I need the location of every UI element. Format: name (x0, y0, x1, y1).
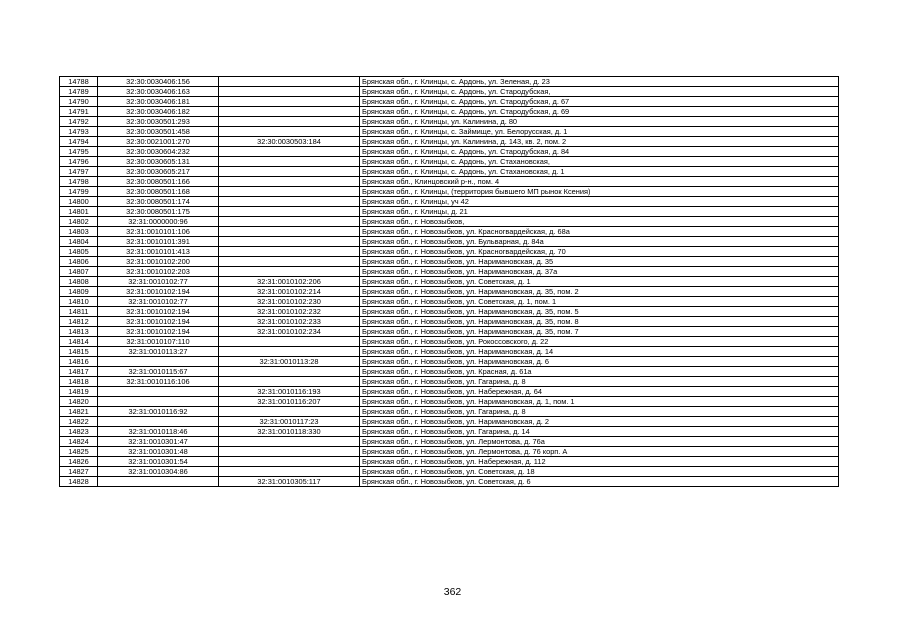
related-cadastral-number-cell (219, 267, 360, 277)
address-cell: Брянская обл., г. Клинцы, с. Ардонь, ул. Стародубская, (360, 87, 839, 97)
row-number-cell: 14809 (60, 287, 98, 297)
table-row (60, 337, 839, 347)
row-number-cell: 14795 (60, 147, 98, 157)
table-row (60, 227, 839, 237)
row-number-cell: 14817 (60, 367, 98, 377)
row-number-cell: 14798 (60, 177, 98, 187)
table-row (60, 317, 839, 327)
table-row (60, 107, 839, 117)
cadastral-number-cell: 32:31:0010118:46 (98, 427, 219, 437)
table-row (60, 367, 839, 377)
row-number-cell: 14807 (60, 267, 98, 277)
address-cell: Брянская обл., г. Новозыбков, ул. Советская, д. 1, пом. 1 (360, 297, 839, 307)
address-cell: Брянская обл., г. Новозыбков, ул. Наримановская, д. 35, пом. 2 (360, 287, 839, 297)
cadastral-number-cell: 32:31:0010102:194 (98, 327, 219, 337)
related-cadastral-number-cell (219, 247, 360, 257)
table-row (60, 257, 839, 267)
related-cadastral-number-cell (219, 407, 360, 417)
related-cadastral-number-cell (219, 117, 360, 127)
address-cell: Брянская обл., г. Клинцы, с. Ардонь, ул. Стародубская, д. 67 (360, 97, 839, 107)
table-row (60, 297, 839, 307)
address-cell: Брянская обл., г. Новозыбков, ул. Наримановская, д. 14 (360, 347, 839, 357)
related-cadastral-number-cell (219, 337, 360, 347)
related-cadastral-number-cell (219, 257, 360, 267)
cadastral-number-cell: 32:31:0010116:106 (98, 377, 219, 387)
cadastral-number-cell (98, 477, 219, 487)
cadastral-number-cell: 32:30:0030605:131 (98, 157, 219, 167)
row-number-cell: 14822 (60, 417, 98, 427)
cadastral-number-cell: 32:31:0010102:194 (98, 307, 219, 317)
related-cadastral-number-cell (219, 177, 360, 187)
related-cadastral-number-cell: 32:31:0010116:193 (219, 387, 360, 397)
cadastral-number-cell (98, 387, 219, 397)
table-row (60, 287, 839, 297)
property-registry-table (59, 76, 839, 487)
row-number-cell: 14821 (60, 407, 98, 417)
table-row (60, 117, 839, 127)
row-number-cell: 14790 (60, 97, 98, 107)
address-cell: Брянская обл., г. Новозыбков, ул. Бульварная, д. 84а (360, 237, 839, 247)
related-cadastral-number-cell (219, 87, 360, 97)
related-cadastral-number-cell (219, 467, 360, 477)
related-cadastral-number-cell (219, 207, 360, 217)
related-cadastral-number-cell: 32:31:0010102:230 (219, 297, 360, 307)
address-cell: Брянская обл., г. Клинцы, уч 42 (360, 197, 839, 207)
row-number-cell: 14789 (60, 87, 98, 97)
table-row (60, 217, 839, 227)
address-cell: Брянская обл., Клинцовский р-н., пом. 4 (360, 177, 839, 187)
table-row (60, 437, 839, 447)
table-row (60, 197, 839, 207)
cadastral-number-cell (98, 397, 219, 407)
related-cadastral-number-cell (219, 447, 360, 457)
related-cadastral-number-cell (219, 127, 360, 137)
address-cell: Брянская обл., г. Новозыбков, ул. Наримановская, д. 6 (360, 357, 839, 367)
cadastral-number-cell: 32:31:0010101:413 (98, 247, 219, 257)
cadastral-number-cell: 32:30:0030501:458 (98, 127, 219, 137)
cadastral-number-cell: 32:31:0010115:67 (98, 367, 219, 377)
page-number: 362 (443, 586, 462, 598)
row-number-cell: 14802 (60, 217, 98, 227)
table-row (60, 247, 839, 257)
related-cadastral-number-cell: 32:31:0010102:233 (219, 317, 360, 327)
row-number-cell: 14808 (60, 277, 98, 287)
table-row (60, 357, 839, 367)
cadastral-number-cell: 32:30:0030406:181 (98, 97, 219, 107)
row-number-cell: 14796 (60, 157, 98, 167)
cadastral-number-cell: 32:31:0010102:203 (98, 267, 219, 277)
address-cell: Брянская обл., г. Новозыбков, ул. Советская, д. 18 (360, 467, 839, 477)
cadastral-number-cell: 32:31:0010304:86 (98, 467, 219, 477)
row-number-cell: 14815 (60, 347, 98, 357)
related-cadastral-number-cell: 32:31:0010102:206 (219, 277, 360, 287)
cadastral-number-cell: 32:30:0030604:232 (98, 147, 219, 157)
address-cell: Брянская обл., г. Новозыбков, ул. Набережная, д. 112 (360, 457, 839, 467)
address-cell: Брянская обл., г. Новозыбков, ул. Рокоссовского, д. 22 (360, 337, 839, 347)
cadastral-number-cell: 32:31:0010113:27 (98, 347, 219, 357)
table-row (60, 187, 839, 197)
row-number-cell: 14806 (60, 257, 98, 267)
address-cell: Брянская обл., г. Новозыбков, ул. Советская, д. 1 (360, 277, 839, 287)
address-cell: Брянская обл., г. Клинцы, ул. Калинина, д. 143, кв. 2, пом. 2 (360, 137, 839, 147)
row-number-cell: 14810 (60, 297, 98, 307)
row-number-cell: 14794 (60, 137, 98, 147)
table-row (60, 377, 839, 387)
address-cell: Брянская обл., г. Новозыбков, ул. Красная, д. 61а (360, 367, 839, 377)
cadastral-number-cell: 32:31:0010102:77 (98, 297, 219, 307)
related-cadastral-number-cell (219, 77, 360, 87)
cadastral-number-cell: 32:31:0010301:48 (98, 447, 219, 457)
cadastral-number-cell: 32:31:0010101:391 (98, 237, 219, 247)
related-cadastral-number-cell: 32:30:0030503:184 (219, 137, 360, 147)
related-cadastral-number-cell: 32:31:0010113:28 (219, 357, 360, 367)
cadastral-number-cell: 32:30:0021001:270 (98, 137, 219, 147)
table-row (60, 307, 839, 317)
cadastral-number-cell: 32:31:0010107:110 (98, 337, 219, 347)
cadastral-number-cell (98, 357, 219, 367)
row-number-cell: 14826 (60, 457, 98, 467)
row-number-cell: 14818 (60, 377, 98, 387)
address-cell: Брянская обл., г. Новозыбков, ул. Наримановская, д. 37а (360, 267, 839, 277)
cadastral-number-cell: 32:31:0010301:47 (98, 437, 219, 447)
cadastral-number-cell: 32:30:0030605:217 (98, 167, 219, 177)
table-row (60, 417, 839, 427)
address-cell: Брянская обл., г. Клинцы, ул. Калинина, д. 80 (360, 117, 839, 127)
cadastral-number-cell: 32:30:0080501:174 (98, 197, 219, 207)
row-number-cell: 14828 (60, 477, 98, 487)
cadastral-number-cell: 32:31:0010102:194 (98, 317, 219, 327)
related-cadastral-number-cell: 32:31:0010116:207 (219, 397, 360, 407)
address-cell: Брянская обл., г. Новозыбков, ул. Наримановская, д. 35, пом. 8 (360, 317, 839, 327)
related-cadastral-number-cell (219, 237, 360, 247)
address-cell: Брянская обл., г. Новозыбков, ул. Лермонтова, д. 76а (360, 437, 839, 447)
table-row (60, 407, 839, 417)
row-number-cell: 14800 (60, 197, 98, 207)
address-cell: Брянская обл., г. Клинцы, д. 21 (360, 207, 839, 217)
table-row (60, 387, 839, 397)
table-row (60, 167, 839, 177)
row-number-cell: 14825 (60, 447, 98, 457)
related-cadastral-number-cell (219, 167, 360, 177)
related-cadastral-number-cell: 32:31:0010102:214 (219, 287, 360, 297)
row-number-cell: 14797 (60, 167, 98, 177)
row-number-cell: 14814 (60, 337, 98, 347)
address-cell: Брянская обл., г. Новозыбков, ул. Гагарина, д. 8 (360, 407, 839, 417)
address-cell: Брянская обл., г. Новозыбков, ул. Наримановская, д. 1, пом. 1 (360, 397, 839, 407)
cadastral-number-cell: 32:31:0010102:200 (98, 257, 219, 267)
address-cell: Брянская обл., г. Клинцы, с. Ардонь, ул. Стародубская, д. 84 (360, 147, 839, 157)
table-row (60, 97, 839, 107)
row-number-cell: 14820 (60, 397, 98, 407)
related-cadastral-number-cell (219, 437, 360, 447)
table-row (60, 457, 839, 467)
table-row (60, 347, 839, 357)
address-cell: Брянская обл., г. Новозыбков, (360, 217, 839, 227)
address-cell: Брянская обл., г. Новозыбков, ул. Красногвардейская, д. 68а (360, 227, 839, 237)
cadastral-number-cell: 32:30:0030406:163 (98, 87, 219, 97)
table-row (60, 157, 839, 167)
row-number-cell: 14801 (60, 207, 98, 217)
address-cell: Брянская обл., г. Новозыбков, ул. Наримановская, д. 2 (360, 417, 839, 427)
table-row (60, 87, 839, 97)
address-cell: Брянская обл., г. Клинцы, (территория бывшего МП рынок Ксения) (360, 187, 839, 197)
related-cadastral-number-cell (219, 147, 360, 157)
cadastral-number-cell: 32:30:0030406:182 (98, 107, 219, 117)
cadastral-number-cell: 32:31:0000000:96 (98, 217, 219, 227)
row-number-cell: 14813 (60, 327, 98, 337)
address-cell: Брянская обл., г. Клинцы, с. Ардонь, ул. Зеленая, д. 23 (360, 77, 839, 87)
related-cadastral-number-cell (219, 187, 360, 197)
related-cadastral-number-cell (219, 197, 360, 207)
related-cadastral-number-cell (219, 227, 360, 237)
related-cadastral-number-cell (219, 367, 360, 377)
row-number-cell: 14805 (60, 247, 98, 257)
table-row (60, 127, 839, 137)
address-cell: Брянская обл., г. Клинцы, с. Ардонь, ул. Стародубская, д. 69 (360, 107, 839, 117)
row-number-cell: 14803 (60, 227, 98, 237)
table-body (60, 77, 839, 487)
cadastral-number-cell: 32:30:0030501:293 (98, 117, 219, 127)
table-row (60, 207, 839, 217)
related-cadastral-number-cell (219, 97, 360, 107)
row-number-cell: 14824 (60, 437, 98, 447)
related-cadastral-number-cell: 32:31:0010102:234 (219, 327, 360, 337)
cadastral-number-cell: 32:31:0010116:92 (98, 407, 219, 417)
row-number-cell: 14827 (60, 467, 98, 477)
address-cell: Брянская обл., г. Новозыбков, ул. Наримановская, д. 35, пом. 7 (360, 327, 839, 337)
table-row (60, 177, 839, 187)
related-cadastral-number-cell: 32:31:0010102:232 (219, 307, 360, 317)
cadastral-number-cell: 32:30:0080501:168 (98, 187, 219, 197)
cadastral-number-cell: 32:31:0010102:194 (98, 287, 219, 297)
address-cell: Брянская обл., г. Клинцы, с. Займище, ул. Белорусская, д. 1 (360, 127, 839, 137)
cadastral-number-cell (98, 417, 219, 427)
related-cadastral-number-cell (219, 377, 360, 387)
related-cadastral-number-cell (219, 157, 360, 167)
cadastral-number-cell: 32:30:0080501:175 (98, 207, 219, 217)
table-row (60, 427, 839, 437)
cadastral-number-cell: 32:31:0010301:54 (98, 457, 219, 467)
related-cadastral-number-cell (219, 347, 360, 357)
address-cell: Брянская обл., г. Новозыбков, ул. Наримановская, д. 35, пом. 5 (360, 307, 839, 317)
row-number-cell: 14819 (60, 387, 98, 397)
address-cell: Брянская обл., г. Новозыбков, ул. Красногвардейская, д. 70 (360, 247, 839, 257)
table-row (60, 137, 839, 147)
related-cadastral-number-cell: 32:31:0010117:23 (219, 417, 360, 427)
table-row (60, 147, 839, 157)
table-row (60, 77, 839, 87)
address-cell: Брянская обл., г. Новозыбков, ул. Гагарина, д. 14 (360, 427, 839, 437)
row-number-cell: 14799 (60, 187, 98, 197)
table-row (60, 327, 839, 337)
row-number-cell: 14811 (60, 307, 98, 317)
table-row (60, 237, 839, 247)
related-cadastral-number-cell: 32:31:0010305:117 (219, 477, 360, 487)
table-row (60, 277, 839, 287)
table-row (60, 397, 839, 407)
address-cell: Брянская обл., г. Клинцы, с. Ардонь, ул. Стахановская, д. 1 (360, 167, 839, 177)
address-cell: Брянская обл., г. Новозыбков, ул. Гагарина, д. 8 (360, 377, 839, 387)
table-row (60, 267, 839, 277)
related-cadastral-number-cell (219, 457, 360, 467)
related-cadastral-number-cell (219, 217, 360, 227)
address-cell: Брянская обл., г. Новозыбков, ул. Лермонтова, д. 76 корп. А (360, 447, 839, 457)
table-row (60, 467, 839, 477)
related-cadastral-number-cell: 32:31:0010118:330 (219, 427, 360, 437)
cadastral-number-cell: 32:30:0080501:166 (98, 177, 219, 187)
table-row (60, 447, 839, 457)
row-number-cell: 14792 (60, 117, 98, 127)
row-number-cell: 14816 (60, 357, 98, 367)
row-number-cell: 14804 (60, 237, 98, 247)
row-number-cell: 14812 (60, 317, 98, 327)
related-cadastral-number-cell (219, 107, 360, 117)
row-number-cell: 14823 (60, 427, 98, 437)
row-number-cell: 14788 (60, 77, 98, 87)
address-cell: Брянская обл., г. Новозыбков, ул. Набережная, д. 64 (360, 387, 839, 397)
address-cell: Брянская обл., г. Новозыбков, ул. Советская, д. 6 (360, 477, 839, 487)
cadastral-number-cell: 32:31:0010102:77 (98, 277, 219, 287)
address-cell: Брянская обл., г. Клинцы, с. Ардонь, ул. Стахановская, (360, 157, 839, 167)
address-cell: Брянская обл., г. Новозыбков, ул. Наримановская, д. 35 (360, 257, 839, 267)
cadastral-number-cell: 32:31:0010101:106 (98, 227, 219, 237)
row-number-cell: 14793 (60, 127, 98, 137)
cadastral-number-cell: 32:30:0030406:156 (98, 77, 219, 87)
table-row (60, 477, 839, 487)
row-number-cell: 14791 (60, 107, 98, 117)
